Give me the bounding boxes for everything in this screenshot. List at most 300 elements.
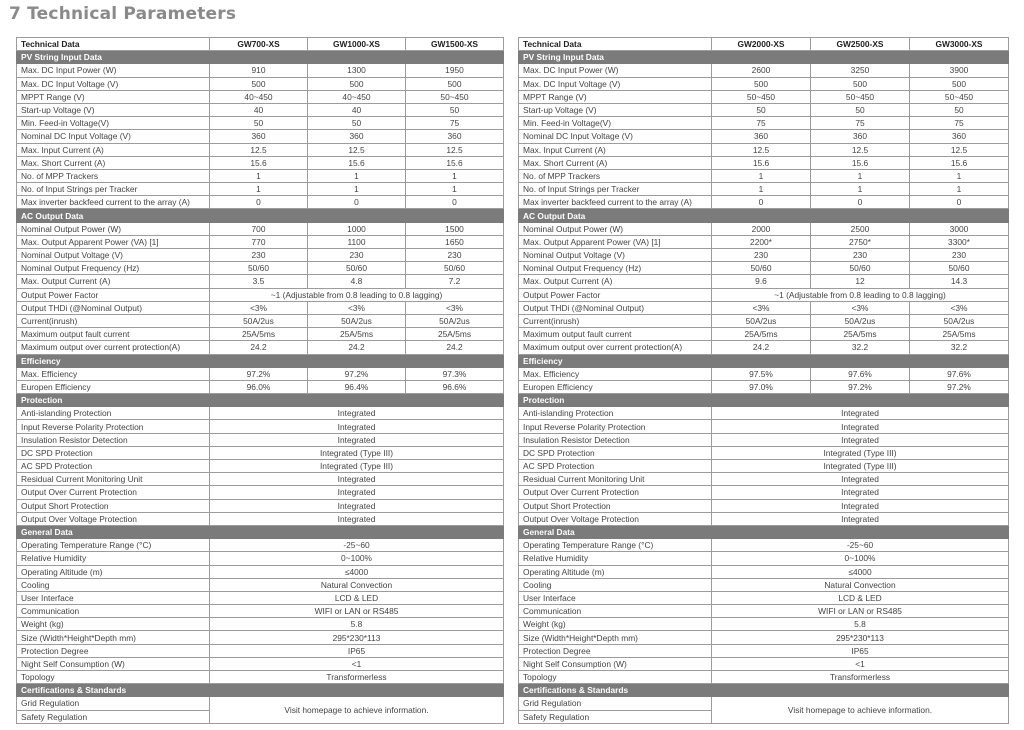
cell-value: 50 <box>210 117 308 130</box>
row-label: Output Short Protection <box>519 499 712 512</box>
cell-value-merged: <1 <box>712 657 1009 670</box>
row-label: Output Over Voltage Protection <box>17 512 210 525</box>
row-label: Nominal Output Power (W) <box>519 222 712 235</box>
table-row <box>17 156 504 169</box>
row-label: Current(inrush) <box>17 314 210 327</box>
table-row <box>519 328 1009 341</box>
row-label: Output THDi (@Nominal Output) <box>519 301 712 314</box>
cell-value-merged: 5.8 <box>210 618 504 631</box>
table-row <box>519 671 1009 684</box>
cell-value: 24.2 <box>210 341 308 354</box>
row-label: Residual Current Monitoring Unit <box>519 473 712 486</box>
cell-value: 40~450 <box>210 90 308 103</box>
row-label: Max. DC Input Power (W) <box>17 64 210 77</box>
row-label: Output Over Current Protection <box>519 486 712 499</box>
cell-value: 500 <box>811 77 910 90</box>
cell-value: 0 <box>210 196 308 209</box>
cell-value: 700 <box>210 222 308 235</box>
cell-value: 50~450 <box>811 90 910 103</box>
table-row <box>17 262 504 275</box>
table-row <box>519 117 1009 130</box>
section-header-row <box>17 209 504 222</box>
table-row <box>519 130 1009 143</box>
cell-value: 1 <box>910 183 1009 196</box>
row-label: Grid Regulation <box>17 697 210 710</box>
cell-value: 24.2 <box>308 341 406 354</box>
row-label: No. of MPP Trackers <box>17 169 210 182</box>
cell-value: 97.2% <box>910 380 1009 393</box>
section-title: Protection <box>519 394 1009 407</box>
cell-value-merged: Integrated (Type III) <box>210 446 504 459</box>
cell-value: 7.2 <box>406 275 504 288</box>
cell-value: 12.5 <box>406 143 504 156</box>
row-label: Start-up Voltage (V) <box>519 103 712 116</box>
section-header-row <box>17 525 504 538</box>
cell-value-merged: Integrated <box>210 473 504 486</box>
row-label: No. of Input Strings per Tracker <box>17 183 210 196</box>
table-row <box>519 499 1009 512</box>
row-label: Anti-islanding Protection <box>519 407 712 420</box>
row-label: Grid Regulation <box>519 697 712 710</box>
row-label: Output Over Voltage Protection <box>519 512 712 525</box>
row-label: Max. Short Current (A) <box>17 156 210 169</box>
cell-value: 12.5 <box>210 143 308 156</box>
cell-value-merged: ~1 (Adjustable from 0.8 leading to 0.8 lagging) <box>712 288 1009 301</box>
cell-value: 50A/2us <box>308 314 406 327</box>
cell-value-merged: Visit homepage to achieve information. <box>712 697 1009 723</box>
cell-value-merged: Integrated <box>712 420 1009 433</box>
cell-value: 96.6% <box>406 380 504 393</box>
row-label: Max. Input Current (A) <box>17 143 210 156</box>
row-label: Cooling <box>519 578 712 591</box>
table-row <box>519 605 1009 618</box>
cell-value-merged: Transformerless <box>712 671 1009 684</box>
cell-value: 12.5 <box>811 143 910 156</box>
cell-value: 0 <box>712 196 811 209</box>
cell-value: 25A/5ms <box>210 328 308 341</box>
row-label: Min. Feed-in Voltage(V) <box>519 117 712 130</box>
cell-value-merged: Integrated <box>210 433 504 446</box>
row-label: MPPT Range (V) <box>519 90 712 103</box>
cell-value: 2600 <box>712 64 811 77</box>
table-row <box>17 539 504 552</box>
cell-value: <3% <box>210 301 308 314</box>
row-label: Maximum output fault current <box>519 328 712 341</box>
cell-value: 50A/2us <box>811 314 910 327</box>
cell-value: 50A/2us <box>712 314 811 327</box>
table-row <box>17 143 504 156</box>
cell-value: 25A/5ms <box>910 328 1009 341</box>
table-row <box>17 565 504 578</box>
header-technical-data: Technical Data <box>519 38 712 51</box>
table-row <box>519 103 1009 116</box>
table-row <box>519 367 1009 380</box>
cell-value: 9.6 <box>712 275 811 288</box>
table-row <box>17 90 504 103</box>
row-label: Max. Output Apparent Power (VA) [1] <box>17 235 210 248</box>
cell-value: 1 <box>811 169 910 182</box>
row-label: Operating Temperature Range (°C) <box>17 539 210 552</box>
table-row <box>519 407 1009 420</box>
cell-value-merged: Integrated <box>712 433 1009 446</box>
row-label: Output Power Factor <box>17 288 210 301</box>
cell-value: 3900 <box>910 64 1009 77</box>
cell-value: 500 <box>910 77 1009 90</box>
cell-value: 910 <box>210 64 308 77</box>
row-label: Europen Efficiency <box>519 380 712 393</box>
row-label: Max. Output Current (A) <box>17 275 210 288</box>
cell-value: 97.3% <box>406 367 504 380</box>
table-row <box>17 367 504 380</box>
cell-value: 1000 <box>308 222 406 235</box>
row-label: Topology <box>519 671 712 684</box>
cell-value: 1 <box>308 183 406 196</box>
section-title: Certifications & Standards <box>17 684 504 697</box>
page-title: 7 Technical Parameters <box>9 4 237 24</box>
table-header-row <box>519 38 1009 51</box>
row-label: Nominal Output Power (W) <box>17 222 210 235</box>
row-label: Max. DC Input Voltage (V) <box>519 77 712 90</box>
cell-value: 1 <box>910 169 1009 182</box>
table-row <box>519 222 1009 235</box>
cell-value: 50A/2us <box>910 314 1009 327</box>
section-title: AC Output Data <box>519 209 1009 222</box>
cell-value: 3250 <box>811 64 910 77</box>
table-row <box>17 644 504 657</box>
cell-value: 50/60 <box>308 262 406 275</box>
row-label: Maximum output over current protection(A) <box>519 341 712 354</box>
cell-value-merged: WIFI or LAN or RS485 <box>712 605 1009 618</box>
cell-value: 97.6% <box>910 367 1009 380</box>
cell-value: 75 <box>910 117 1009 130</box>
row-label: Min. Feed-in Voltage(V) <box>17 117 210 130</box>
table-row <box>17 578 504 591</box>
table-row <box>17 657 504 670</box>
cell-value: 2200* <box>712 235 811 248</box>
cell-value: 1 <box>406 183 504 196</box>
cell-value: 2750* <box>811 235 910 248</box>
cell-value: 25A/5ms <box>406 328 504 341</box>
row-label: No. of Input Strings per Tracker <box>519 183 712 196</box>
table-row <box>17 499 504 512</box>
cell-value-merged: Integrated <box>210 407 504 420</box>
cell-value: 40 <box>308 103 406 116</box>
cell-value: 1 <box>406 169 504 182</box>
cell-value: 1 <box>712 169 811 182</box>
cell-value: 50 <box>811 103 910 116</box>
cell-value: 230 <box>811 249 910 262</box>
table-row <box>519 473 1009 486</box>
cell-value: 97.0% <box>712 380 811 393</box>
row-label: Nominal Output Voltage (V) <box>519 249 712 262</box>
row-label: Max. Efficiency <box>519 367 712 380</box>
cell-value: 12.5 <box>308 143 406 156</box>
table-row <box>519 262 1009 275</box>
row-label: Communication <box>519 605 712 618</box>
table-row <box>17 235 504 248</box>
cell-value: 230 <box>210 249 308 262</box>
row-label: DC SPD Protection <box>17 446 210 459</box>
cell-value-merged: Natural Convection <box>210 578 504 591</box>
cell-value: 24.2 <box>406 341 504 354</box>
cell-value: 15.6 <box>811 156 910 169</box>
cell-value: 50 <box>406 103 504 116</box>
table-row <box>17 183 504 196</box>
cell-value-merged: <1 <box>210 657 504 670</box>
header-model-3: GW3000-XS <box>910 38 1009 51</box>
table-row <box>17 275 504 288</box>
row-label: Nominal DC Input Voltage (V) <box>17 130 210 143</box>
table-row <box>17 446 504 459</box>
cell-value: 2500 <box>811 222 910 235</box>
cell-value: 360 <box>712 130 811 143</box>
row-label: Current(inrush) <box>519 314 712 327</box>
table-row <box>17 486 504 499</box>
cell-value: <3% <box>308 301 406 314</box>
cell-value-merged: IP65 <box>712 644 1009 657</box>
table-row <box>519 169 1009 182</box>
cell-value: 1950 <box>406 64 504 77</box>
table-row <box>519 143 1009 156</box>
cell-value: <3% <box>406 301 504 314</box>
row-label: Nominal DC Input Voltage (V) <box>519 130 712 143</box>
row-label: Max. Efficiency <box>17 367 210 380</box>
cell-value: 50 <box>712 103 811 116</box>
table-row <box>519 156 1009 169</box>
cell-value: 360 <box>308 130 406 143</box>
cell-value: 15.6 <box>910 156 1009 169</box>
cell-value-merged: 295*230*113 <box>210 631 504 644</box>
cell-value: 1 <box>210 169 308 182</box>
section-title: General Data <box>519 525 1009 538</box>
cell-value: 25A/5ms <box>811 328 910 341</box>
header-model-1: GW2000-XS <box>712 38 811 51</box>
table-row <box>519 618 1009 631</box>
row-label: Max. Input Current (A) <box>519 143 712 156</box>
table-row <box>519 341 1009 354</box>
header-model-2: GW1000-XS <box>308 38 406 51</box>
table-row <box>17 460 504 473</box>
cell-value-merged: Integrated <box>210 486 504 499</box>
cell-value-merged: Visit homepage to achieve information. <box>210 697 504 723</box>
spec-table-right <box>518 37 1009 724</box>
table-row <box>17 222 504 235</box>
spec-table-left <box>16 37 504 724</box>
row-label: Max. DC Input Voltage (V) <box>17 77 210 90</box>
cell-value-merged: 0~100% <box>210 552 504 565</box>
cell-value: 75 <box>811 117 910 130</box>
table-row <box>519 578 1009 591</box>
row-label: Night Self Consumption (W) <box>519 657 712 670</box>
cell-value: 500 <box>210 77 308 90</box>
section-title: PV String Input Data <box>17 51 504 64</box>
row-label: Operating Temperature Range (°C) <box>519 539 712 552</box>
section-header-row <box>519 51 1009 64</box>
section-header-row <box>519 394 1009 407</box>
table-row <box>17 591 504 604</box>
row-label: Insulation Resistor Detection <box>17 433 210 446</box>
cell-value-merged: Integrated (Type III) <box>712 460 1009 473</box>
table-row <box>519 235 1009 248</box>
table-row <box>519 644 1009 657</box>
cell-value: 50~450 <box>910 90 1009 103</box>
section-title: Protection <box>17 394 504 407</box>
section-title: General Data <box>17 525 504 538</box>
table-row <box>519 90 1009 103</box>
cell-value: 4.8 <box>308 275 406 288</box>
table-row <box>17 249 504 262</box>
row-label: Nominal Output Frequency (Hz) <box>519 262 712 275</box>
cell-value: 0 <box>406 196 504 209</box>
table-row <box>17 473 504 486</box>
cell-value: 230 <box>712 249 811 262</box>
cell-value: 50/60 <box>811 262 910 275</box>
cell-value-merged: Transformerless <box>210 671 504 684</box>
cell-value-merged: -25~60 <box>712 539 1009 552</box>
cell-value: 360 <box>811 130 910 143</box>
cell-value: 97.2% <box>308 367 406 380</box>
cell-value-merged: LCD & LED <box>210 591 504 604</box>
row-label: Size (Width*Height*Depth mm) <box>17 631 210 644</box>
section-header-row <box>17 394 504 407</box>
table-row <box>519 420 1009 433</box>
cell-value: 2000 <box>712 222 811 235</box>
table-row <box>17 671 504 684</box>
row-label: Cooling <box>17 578 210 591</box>
cell-value: 360 <box>210 130 308 143</box>
row-label: Output Short Protection <box>17 499 210 512</box>
cell-value-merged: ≤4000 <box>210 565 504 578</box>
cell-value: 75 <box>406 117 504 130</box>
section-header-row <box>519 525 1009 538</box>
cell-value: 1 <box>308 169 406 182</box>
table-row <box>17 288 504 301</box>
cell-value: 97.5% <box>712 367 811 380</box>
header-model-2: GW2500-XS <box>811 38 910 51</box>
cell-value: 1300 <box>308 64 406 77</box>
cell-value-merged: Integrated <box>712 499 1009 512</box>
cell-value: 12.5 <box>712 143 811 156</box>
cell-value: <3% <box>910 301 1009 314</box>
cell-value: 50~450 <box>406 90 504 103</box>
section-header-row <box>17 51 504 64</box>
table-row <box>519 460 1009 473</box>
table-row <box>17 130 504 143</box>
table-row <box>17 552 504 565</box>
table-row <box>519 591 1009 604</box>
row-label: Nominal Output Frequency (Hz) <box>17 262 210 275</box>
cell-value: 3300* <box>910 235 1009 248</box>
cell-value: 500 <box>712 77 811 90</box>
cell-value-merged: 0~100% <box>712 552 1009 565</box>
table-row <box>519 77 1009 90</box>
cell-value: 500 <box>406 77 504 90</box>
row-label: Operating Altitude (m) <box>519 565 712 578</box>
cell-value: 75 <box>712 117 811 130</box>
cell-value: 1650 <box>406 235 504 248</box>
row-label: Safety Regulation <box>17 710 210 723</box>
table-row <box>519 433 1009 446</box>
cell-value: 50/60 <box>406 262 504 275</box>
header-model-1: GW700-XS <box>210 38 308 51</box>
cell-value-merged: 295*230*113 <box>712 631 1009 644</box>
cell-value: <3% <box>712 301 811 314</box>
cell-value: 97.6% <box>811 367 910 380</box>
section-header-row <box>519 684 1009 697</box>
cell-value: 770 <box>210 235 308 248</box>
cell-value-merged: Integrated <box>210 420 504 433</box>
table-row <box>17 618 504 631</box>
cell-value: 40 <box>210 103 308 116</box>
table-row <box>519 380 1009 393</box>
table-row <box>519 288 1009 301</box>
table-row <box>17 103 504 116</box>
cell-value: 15.6 <box>406 156 504 169</box>
cell-value: 230 <box>406 249 504 262</box>
table-row <box>519 486 1009 499</box>
row-label: Relative Humidity <box>519 552 712 565</box>
cell-value-merged: WIFI or LAN or RS485 <box>210 605 504 618</box>
cell-value: 1100 <box>308 235 406 248</box>
cell-value-merged: Natural Convection <box>712 578 1009 591</box>
table-header-row <box>17 38 504 51</box>
section-title: Efficiency <box>519 354 1009 367</box>
cell-value: 1 <box>210 183 308 196</box>
table-row <box>519 249 1009 262</box>
row-label: Residual Current Monitoring Unit <box>17 473 210 486</box>
cell-value-merged: 5.8 <box>712 618 1009 631</box>
header-technical-data: Technical Data <box>17 38 210 51</box>
cell-value-merged: Integrated <box>712 473 1009 486</box>
cell-value: 15.6 <box>712 156 811 169</box>
cell-value-merged: Integrated <box>210 512 504 525</box>
cell-value: 500 <box>308 77 406 90</box>
row-label: Weight (kg) <box>17 618 210 631</box>
cell-value: 25A/5ms <box>712 328 811 341</box>
row-label: Max. Short Current (A) <box>519 156 712 169</box>
row-label: Maximum output fault current <box>17 328 210 341</box>
table-row <box>17 328 504 341</box>
cell-value: 1500 <box>406 222 504 235</box>
table-row <box>17 77 504 90</box>
table-row <box>519 697 1009 710</box>
cell-value: 15.6 <box>308 156 406 169</box>
row-label: AC SPD Protection <box>519 460 712 473</box>
cell-value: 50~450 <box>712 90 811 103</box>
cell-value-merged: ~1 (Adjustable from 0.8 leading to 0.8 lagging) <box>210 288 504 301</box>
table-row <box>17 301 504 314</box>
table-row <box>519 552 1009 565</box>
cell-value: 12.5 <box>910 143 1009 156</box>
cell-value: 50 <box>308 117 406 130</box>
table-row <box>17 631 504 644</box>
row-label: No. of MPP Trackers <box>519 169 712 182</box>
cell-value: 230 <box>910 249 1009 262</box>
table-row <box>17 117 504 130</box>
table-row <box>519 565 1009 578</box>
table-row <box>519 64 1009 77</box>
section-header-row <box>519 354 1009 367</box>
section-header-row <box>519 209 1009 222</box>
table-row <box>17 512 504 525</box>
table-row <box>17 697 504 710</box>
cell-value: 50/60 <box>910 262 1009 275</box>
row-label: Output Power Factor <box>519 288 712 301</box>
header-model-3: GW1500-XS <box>406 38 504 51</box>
row-label: Night Self Consumption (W) <box>17 657 210 670</box>
cell-value: 360 <box>910 130 1009 143</box>
cell-value: 25A/5ms <box>308 328 406 341</box>
